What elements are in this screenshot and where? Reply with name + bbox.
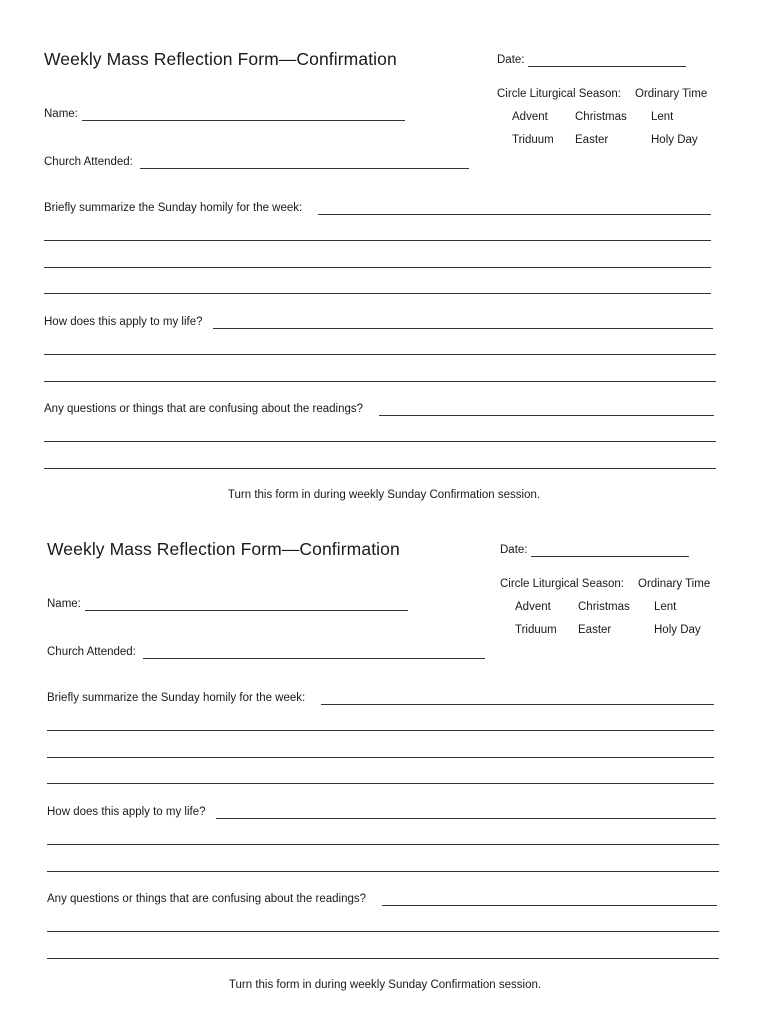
questions-line-1[interactable] xyxy=(382,905,717,906)
reflection-form-1 xyxy=(0,0,770,501)
apply-prompt: How does this apply to my life? xyxy=(44,316,203,328)
apply-line-1[interactable] xyxy=(213,328,713,329)
questions-prompt: Any questions or things that are confusing about the readings? xyxy=(44,403,364,415)
season-label: Circle Liturgical Season: xyxy=(500,578,625,590)
homily-prompt: Briefly summarize the Sunday homily for the week: xyxy=(44,202,303,214)
questions-line-2[interactable] xyxy=(47,931,719,932)
homily-line-1[interactable] xyxy=(321,704,714,705)
season-christmas[interactable]: Christmas xyxy=(575,111,627,123)
name-label: Name: xyxy=(44,108,78,120)
season-holy-day[interactable]: Holy Day xyxy=(654,624,701,636)
season-label: Circle Liturgical Season: xyxy=(497,88,622,100)
season-triduum[interactable]: Triduum xyxy=(512,134,554,146)
form-title: Weekly Mass Reflection Form—Confirmation xyxy=(47,539,400,559)
questions-line-2[interactable] xyxy=(44,441,716,442)
church-field[interactable] xyxy=(143,658,485,659)
reflection-form-2 xyxy=(3,490,770,991)
homily-line-3[interactable] xyxy=(47,757,714,758)
season-christmas[interactable]: Christmas xyxy=(578,601,630,613)
apply-line-2[interactable] xyxy=(44,354,716,355)
season-easter[interactable]: Easter xyxy=(575,134,609,146)
questions-line-3[interactable] xyxy=(44,468,716,469)
season-advent[interactable]: Advent xyxy=(515,601,551,613)
season-ordinary-time[interactable]: Ordinary Time xyxy=(638,578,711,590)
form-footer: Turn this form in during weekly Sunday Confirmation session. xyxy=(227,489,541,501)
season-triduum[interactable]: Triduum xyxy=(515,624,557,636)
church-field[interactable] xyxy=(140,168,469,169)
date-field[interactable] xyxy=(531,556,689,557)
season-lent[interactable]: Lent xyxy=(654,601,677,613)
season-advent[interactable]: Advent xyxy=(512,111,548,123)
apply-prompt: How does this apply to my life? xyxy=(47,806,206,818)
homily-prompt: Briefly summarize the Sunday homily for the week: xyxy=(47,692,306,704)
date-label: Date: xyxy=(500,544,528,556)
homily-line-4[interactable] xyxy=(47,783,714,784)
homily-line-1[interactable] xyxy=(318,214,711,215)
apply-line-3[interactable] xyxy=(44,381,716,382)
season-easter[interactable]: Easter xyxy=(578,624,612,636)
form-title: Weekly Mass Reflection Form—Confirmation xyxy=(44,49,397,69)
church-label: Church Attended: xyxy=(47,646,136,658)
homily-line-2[interactable] xyxy=(47,730,714,731)
date-label: Date: xyxy=(497,54,525,66)
season-lent[interactable]: Lent xyxy=(651,111,674,123)
date-field[interactable] xyxy=(528,66,686,67)
questions-line-1[interactable] xyxy=(379,415,714,416)
form-footer: Turn this form in during weekly Sunday Confirmation session. xyxy=(228,979,542,991)
church-label: Church Attended: xyxy=(44,156,133,168)
season-holy-day[interactable]: Holy Day xyxy=(651,134,698,146)
homily-line-2[interactable] xyxy=(44,240,711,241)
name-field[interactable] xyxy=(85,610,408,611)
apply-line-2[interactable] xyxy=(47,844,719,845)
questions-line-3[interactable] xyxy=(47,958,719,959)
questions-prompt: Any questions or things that are confusing about the readings? xyxy=(47,893,367,905)
name-label: Name: xyxy=(47,598,81,610)
apply-line-1[interactable] xyxy=(216,818,716,819)
apply-line-3[interactable] xyxy=(47,871,719,872)
homily-line-3[interactable] xyxy=(44,267,711,268)
name-field[interactable] xyxy=(82,120,405,121)
homily-line-4[interactable] xyxy=(44,293,711,294)
season-ordinary-time[interactable]: Ordinary Time xyxy=(635,88,708,100)
